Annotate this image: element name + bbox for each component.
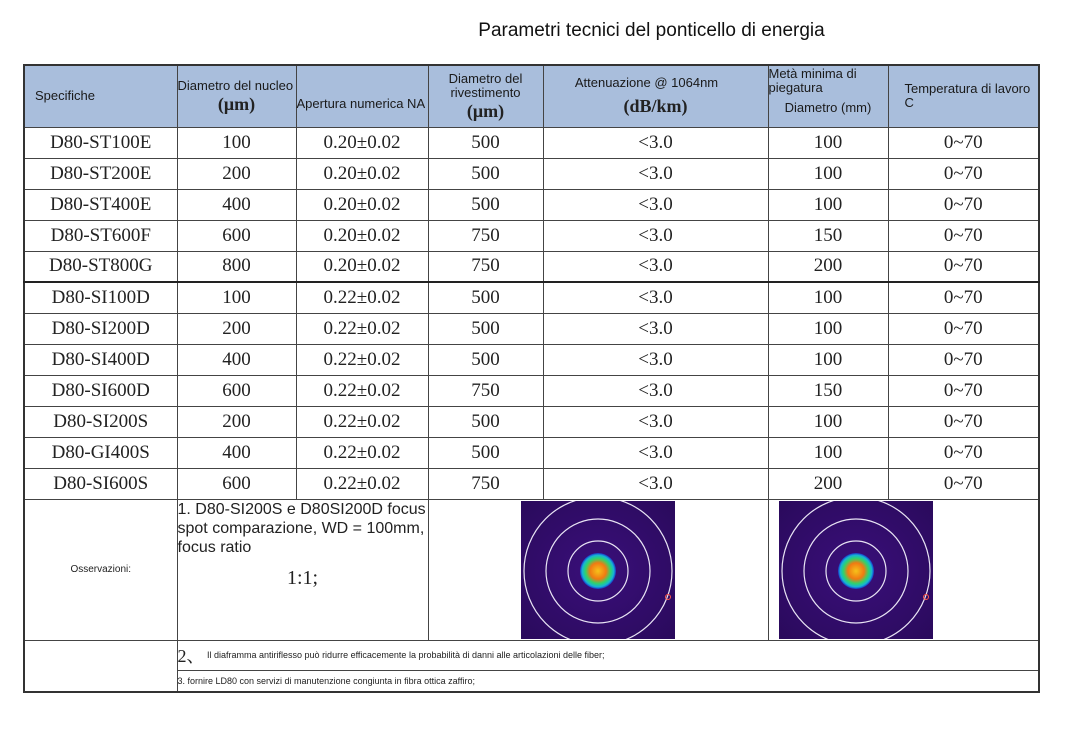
cell-model: D80-ST600F — [24, 220, 177, 251]
cell-numerical-aperture: 0.20±0.02 — [296, 189, 428, 220]
cell-numerical-aperture: 0.20±0.02 — [296, 220, 428, 251]
header-bend-sub: Diametro (mm) — [784, 100, 872, 115]
cell-core-diameter: 200 — [177, 158, 296, 189]
cell-bend-diameter: 150 — [768, 220, 888, 251]
focus-spot-image-d80-si200d — [779, 501, 933, 639]
cell-numerical-aperture: 0.22±0.02 — [296, 375, 428, 406]
cell-numerical-aperture: 0.22±0.02 — [296, 406, 428, 437]
cell-working-temperature: 0~70 — [888, 437, 1039, 468]
cell-core-diameter: 400 — [177, 189, 296, 220]
cell-working-temperature: 0~70 — [888, 313, 1039, 344]
header-clad-unit: (μm) — [466, 100, 505, 121]
cell-cladding-diameter: 750 — [428, 220, 543, 251]
cell-numerical-aperture: 0.20±0.02 — [296, 127, 428, 158]
spec-table — [23, 64, 1040, 693]
cell-numerical-aperture: 0.20±0.02 — [296, 158, 428, 189]
focus-ratio: 1:1; — [286, 566, 319, 589]
cell-core-diameter: 600 — [177, 220, 296, 251]
cell-cladding-diameter: 500 — [428, 437, 543, 468]
header-clad: Diametro del rivestimento (μm) — [428, 65, 543, 127]
focus-spot-image-1-cell — [428, 499, 768, 640]
observation-note-1: 1. D80-SI200S e D80SI200D focus spot comparazione, WD = 100mm, focus ratio 1:1; — [177, 499, 428, 640]
table-row — [24, 220, 1039, 251]
cell-core-diameter: 100 — [177, 282, 296, 313]
observations-label: Osservazioni: — [24, 499, 177, 640]
cell-bend-diameter: 100 — [768, 344, 888, 375]
cell-cladding-diameter: 750 — [428, 375, 543, 406]
cell-core-diameter: 600 — [177, 468, 296, 499]
cell-numerical-aperture: 0.22±0.02 — [296, 437, 428, 468]
cell-model: D80-SI600S — [24, 468, 177, 499]
cell-model: D80-ST200E — [24, 158, 177, 189]
header-na: Apertura numerica NA — [296, 65, 428, 127]
header-bend: Metà minima di piegatura Diametro (mm) — [768, 65, 888, 127]
cell-cladding-diameter: 500 — [428, 189, 543, 220]
cell-working-temperature: 0~70 — [888, 375, 1039, 406]
cell-cladding-diameter: 500 — [428, 313, 543, 344]
cell-bend-diameter: 200 — [768, 251, 888, 282]
cell-cladding-diameter: 500 — [428, 344, 543, 375]
cell-working-temperature: 0~70 — [888, 220, 1039, 251]
cell-bend-diameter: 100 — [768, 313, 888, 344]
table-row — [24, 189, 1039, 220]
cell-core-diameter: 400 — [177, 344, 296, 375]
cell-attenuation: <3.0 — [543, 282, 768, 313]
header-spec: Specifiche — [24, 65, 177, 127]
cell-numerical-aperture: 0.22±0.02 — [296, 468, 428, 499]
cell-model: D80-SI200S — [24, 406, 177, 437]
cell-working-temperature: 0~70 — [888, 344, 1039, 375]
cell-bend-diameter: 150 — [768, 375, 888, 406]
cell-working-temperature: 0~70 — [888, 282, 1039, 313]
table-row — [24, 251, 1039, 282]
cell-bend-diameter: 100 — [768, 406, 888, 437]
cell-numerical-aperture: 0.22±0.02 — [296, 282, 428, 313]
focus-spot-image-2-cell — [768, 499, 1039, 640]
observations-row — [24, 499, 1039, 640]
cell-attenuation: <3.0 — [543, 220, 768, 251]
cell-numerical-aperture: 0.22±0.02 — [296, 313, 428, 344]
table-row — [24, 375, 1039, 406]
cell-attenuation: <3.0 — [543, 189, 768, 220]
cell-bend-diameter: 200 — [768, 468, 888, 499]
cell-attenuation: <3.0 — [543, 313, 768, 344]
note-spacer — [24, 640, 177, 670]
table-row — [24, 127, 1039, 158]
table-row — [24, 344, 1039, 375]
cell-model: D80-SI600D — [24, 375, 177, 406]
header-att-unit: (dB/km) — [623, 96, 688, 117]
table-row — [24, 406, 1039, 437]
note-2-row — [24, 640, 1039, 670]
cell-numerical-aperture: 0.20±0.02 — [296, 251, 428, 282]
cell-working-temperature: 0~70 — [888, 406, 1039, 437]
cell-attenuation: <3.0 — [543, 406, 768, 437]
cell-model: D80-ST400E — [24, 189, 177, 220]
cell-cladding-diameter: 500 — [428, 127, 543, 158]
header-core: Diametro del nucleo (μm) — [177, 65, 296, 127]
cell-working-temperature: 0~70 — [888, 127, 1039, 158]
cell-model: D80-SI400D — [24, 344, 177, 375]
cell-model: D80-ST100E — [24, 127, 177, 158]
cell-attenuation: <3.0 — [543, 375, 768, 406]
note-spacer-2 — [24, 670, 177, 692]
cell-attenuation: <3.0 — [543, 158, 768, 189]
note-3-row — [24, 670, 1039, 692]
header-row — [24, 65, 1039, 127]
cell-bend-diameter: 100 — [768, 189, 888, 220]
cell-attenuation: <3.0 — [543, 127, 768, 158]
cell-cladding-diameter: 750 — [428, 251, 543, 282]
cell-cladding-diameter: 500 — [428, 158, 543, 189]
cell-working-temperature: 0~70 — [888, 468, 1039, 499]
header-temp: Temperatura di lavoro C — [888, 65, 1039, 127]
cell-cladding-diameter: 750 — [428, 468, 543, 499]
cell-model: D80-SI200D — [24, 313, 177, 344]
cell-attenuation: <3.0 — [543, 251, 768, 282]
cell-bend-diameter: 100 — [768, 127, 888, 158]
page-title: Parametri tecnici del ponticello di energia — [478, 20, 825, 41]
cell-core-diameter: 800 — [177, 251, 296, 282]
table-row — [24, 158, 1039, 189]
cell-core-diameter: 200 — [177, 406, 296, 437]
header-att: Attenuazione @ 1064nm (dB/km) — [543, 65, 768, 127]
cell-attenuation: <3.0 — [543, 437, 768, 468]
observation-note-2: 2、 Il diaframma antiriflesso può ridurre efficacemente la probabilità di danni alle articolazioni delle fiber; — [177, 640, 1039, 670]
cell-working-temperature: 0~70 — [888, 158, 1039, 189]
cell-model: D80-GI400S — [24, 437, 177, 468]
table-row — [24, 313, 1039, 344]
header-core-unit: (μm) — [217, 93, 256, 114]
observation-note-3: 3. fornire LD80 con servizi di manutenzione congiunta in fibra ottica zaffiro; — [177, 670, 1039, 692]
cell-numerical-aperture: 0.22±0.02 — [296, 344, 428, 375]
table-row — [24, 437, 1039, 468]
cell-model: D80-ST800G — [24, 251, 177, 282]
cell-core-diameter: 600 — [177, 375, 296, 406]
cell-bend-diameter: 100 — [768, 437, 888, 468]
cell-bend-diameter: 100 — [768, 282, 888, 313]
cell-working-temperature: 0~70 — [888, 189, 1039, 220]
cell-cladding-diameter: 500 — [428, 282, 543, 313]
cell-model: D80-SI100D — [24, 282, 177, 313]
cell-attenuation: <3.0 — [543, 344, 768, 375]
focus-spot-image-d80-si200s — [521, 501, 675, 639]
table-row — [24, 468, 1039, 499]
cell-core-diameter: 100 — [177, 127, 296, 158]
cell-attenuation: <3.0 — [543, 468, 768, 499]
cell-core-diameter: 400 — [177, 437, 296, 468]
cell-cladding-diameter: 500 — [428, 406, 543, 437]
cell-bend-diameter: 100 — [768, 158, 888, 189]
cell-working-temperature: 0~70 — [888, 251, 1039, 282]
table-row — [24, 282, 1039, 313]
cell-core-diameter: 200 — [177, 313, 296, 344]
